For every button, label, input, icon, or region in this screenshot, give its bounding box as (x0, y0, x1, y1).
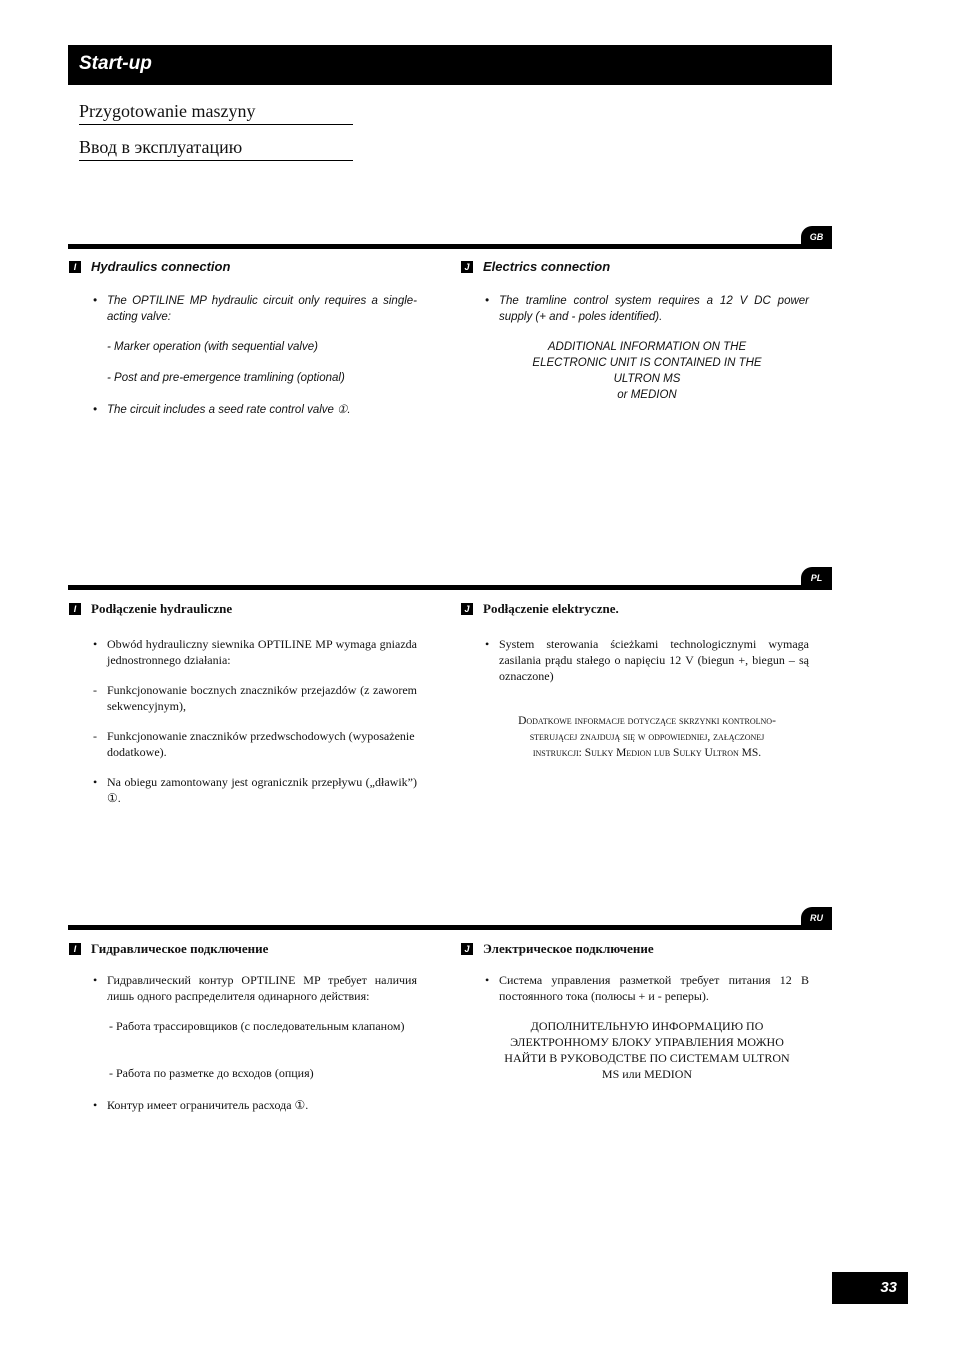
page-number: 33 (832, 1272, 908, 1304)
page-title: Start-up (79, 53, 152, 74)
pl-elec-p1: • System sterowania ścieżkami technologicznymi wymaga zasilania prądu stałego o napięciu 12 V (biegun +, biegun – są oznaczone) (485, 637, 809, 683)
subtitle-pl: Przygotowanie maszyny (79, 101, 353, 125)
gb-hyd-p4: • The circuit includes a seed rate control valve ①. (93, 404, 351, 416)
gb-hyd-p2: - Marker operation (with sequential valve) (107, 341, 318, 353)
heading-hydraulics-gb: I Hydraulics connection (69, 259, 230, 274)
ru-hyd-p1: • Гидравлический контур OPTILINE MP требует наличия лишь одного распределителя одинарного действия: (93, 973, 417, 1003)
ru-elec-p1: • Система управления разметкой требует питания 12 В постоянного тока (полюсы + и - реперы). (485, 973, 809, 1003)
pl-hyd-p1: • Obwód hydrauliczny siewnika OPTILINE MP wymaga gniazda jednostronnego działania: (93, 637, 417, 667)
ru-hyd-p4: • Контур имеет ограничитель расхода ①. (93, 1098, 309, 1112)
ru-elec-note: ДОПОЛНИТЕЛЬНУЮ ИНФОРМАЦИЮ ПО ЭЛЕКТРОННОМУ БЛОКУ УПРАВЛЕНИЯ МОЖНО НАЙТИ В РУКОВОДСТВЕ ПО СИСТЕМАМ ULTRON MS или MEDION (504, 1019, 790, 1081)
pl-elec-note: Dodatkowe informacje dotyczące skrzynki kontrolno- sterującej znajdują się w odpowiedniej, załączonej instrukcji: Sulky Medion lub Sulky Ultron MS. (518, 715, 776, 759)
gb-hyd-p3: - Post and pre-emergence tramlining (optional) (107, 372, 345, 384)
section-divider-gb (68, 244, 832, 249)
heading-hydraulics-pl: I Podłączenie hydrauliczne (69, 601, 232, 617)
marker-j-icon: J (461, 261, 473, 273)
gb-hyd-p1: • The OPTILINE MP hydraulic circuit only requires a single-acting valve: (93, 295, 417, 323)
section-divider-pl (68, 585, 832, 590)
header-bar (68, 45, 832, 85)
heading-electrics-pl: J Podłączenie elektryczne. (461, 601, 619, 617)
gb-elec-p1: • The tramline control system requires a 12 V DC power supply (+ and - poles identified). (485, 295, 809, 323)
marker-j-icon: J (461, 943, 473, 955)
pl-hyd-p3: - Funkcjonowanie znaczników przedwschodowych (wyposażenie dodatkowe). (93, 729, 415, 759)
lang-badge-gb: GB (801, 226, 832, 248)
subtitle-ru: Ввод в эксплуатацию (79, 137, 353, 161)
pl-hyd-p2: - Funkcjonowanie bocznych znaczników przejazdów (z zaworem sekwencyjnym), (93, 683, 417, 713)
section-divider-ru (68, 925, 832, 930)
marker-i-icon: I (69, 261, 81, 273)
marker-i-icon: I (69, 943, 81, 955)
marker-j-icon: J (461, 603, 473, 615)
heading-electrics-ru: J Электрическое подключение (461, 941, 654, 957)
ru-hyd-p3: - Работа по разметке до всходов (опция) (109, 1066, 314, 1080)
pl-hyd-p4: • Na obiegu zamontowany jest ogranicznik przepływu („dławik”) ①. (93, 775, 417, 805)
lang-badge-ru: RU (801, 907, 832, 929)
heading-electrics-gb: J Electrics connection (461, 259, 610, 274)
marker-i-icon: I (69, 603, 81, 615)
lang-badge-pl: PL (801, 567, 832, 589)
gb-elec-note: ADDITIONAL INFORMATION ON THE ELECTRONIC UNIT IS CONTAINED IN THE ULTRON MS or MEDION (532, 341, 762, 401)
heading-hydraulics-ru: I Гидравлическое подключение (69, 941, 268, 957)
ru-hyd-p2: - Работа трассировщиков (с последовательным клапаном) (109, 1019, 405, 1033)
